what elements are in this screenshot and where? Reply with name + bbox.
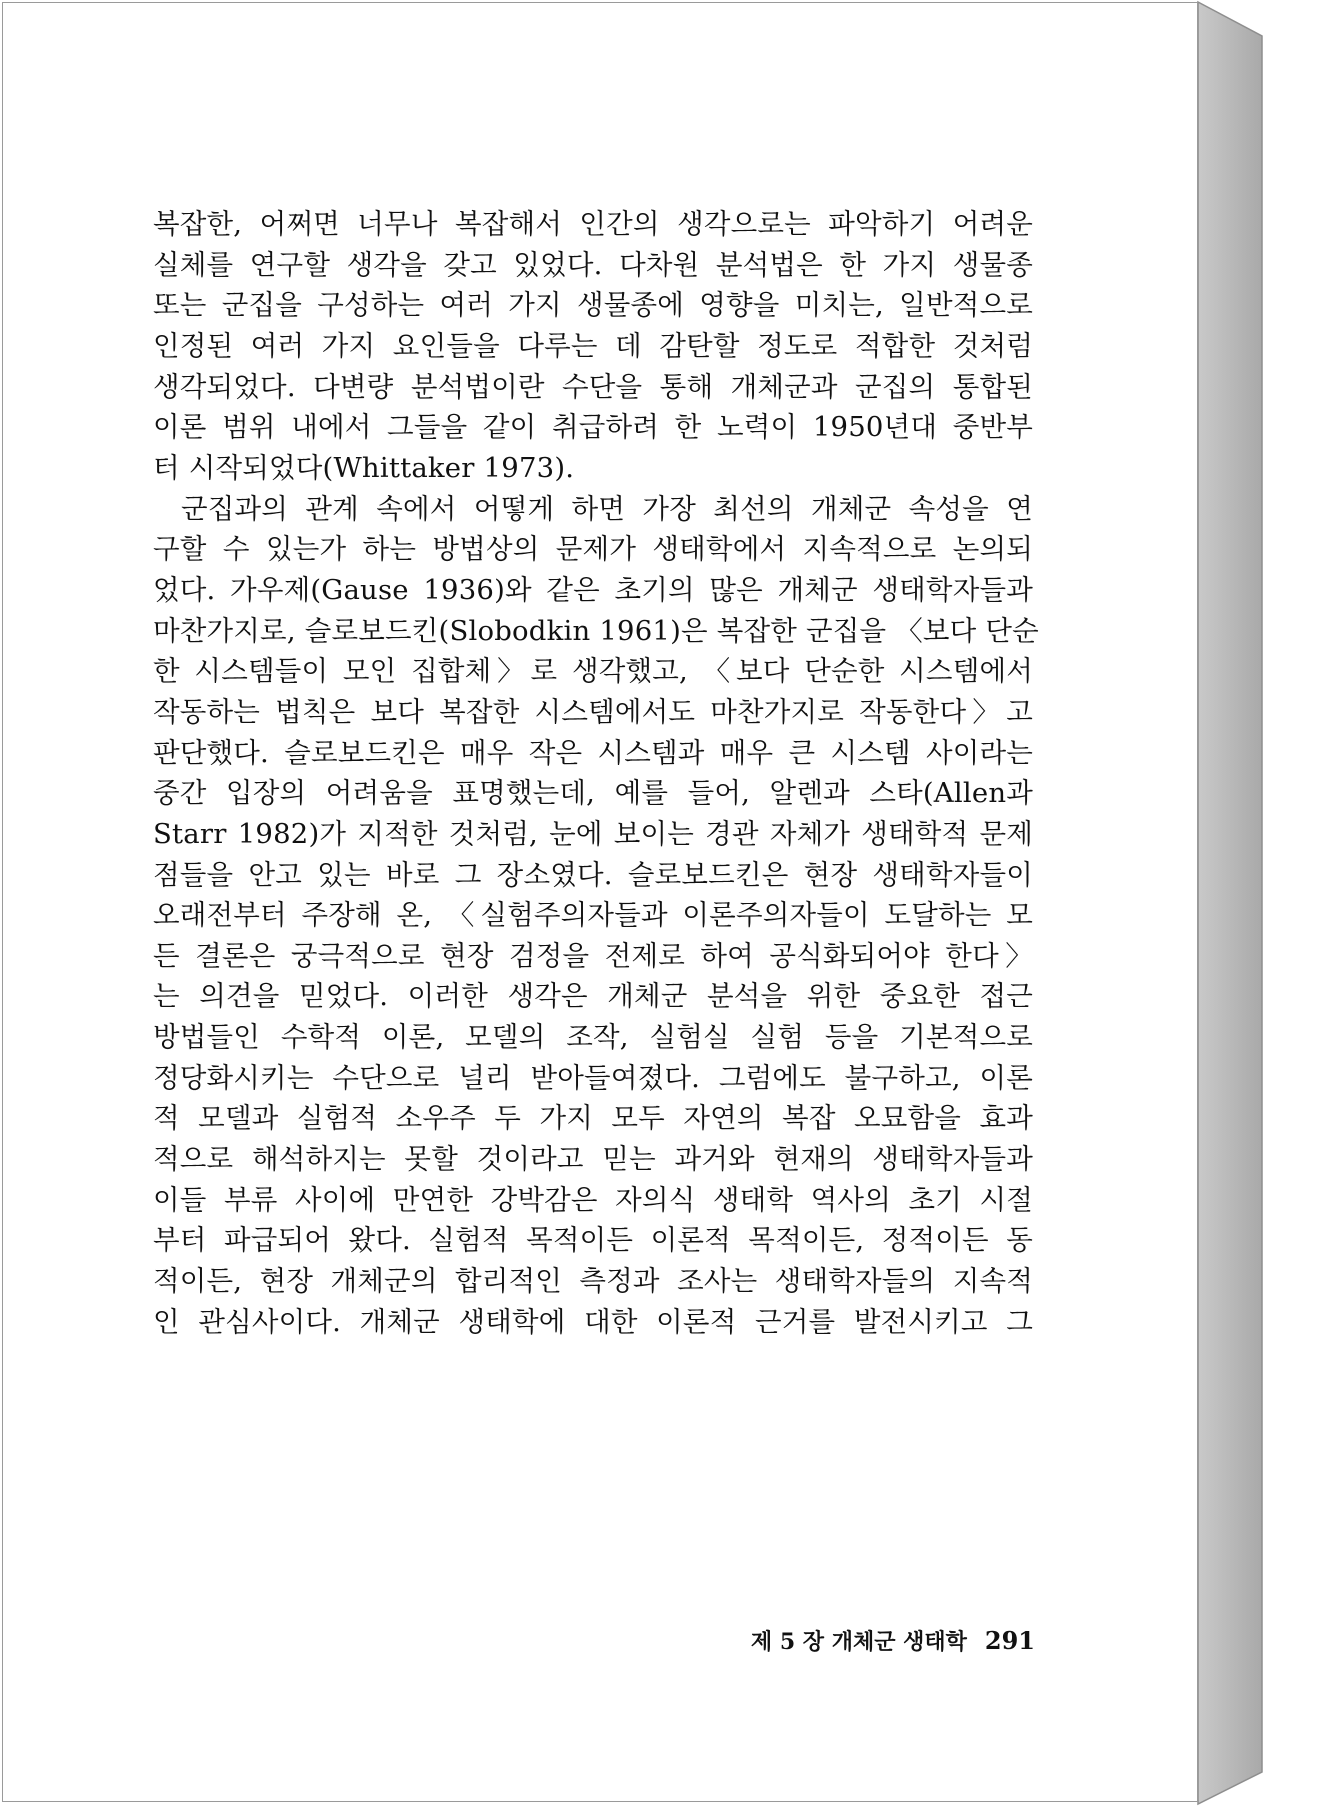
text-line: 인 관심사이다. 개체군 생태학에 대한 이론적 근거를 발전시키고 그	[153, 1305, 1033, 1338]
text-line: 오래전부터 주장해 온, 〈실험주의자들과 이론주의자들이 도달하는 모	[153, 899, 1033, 932]
paragraph-1	[153, 204, 1033, 489]
page-number: 291	[984, 1626, 1035, 1655]
paragraph-2	[153, 489, 1039, 1343]
text-line: 적이든, 현장 개체군의 합리적인 측정과 조사는 생태학자들의 지속적	[153, 1265, 1033, 1298]
text-line: 는 의견을 믿었다. 이러한 생각은 개체군 분석을 위한 중요한 접근	[153, 980, 1033, 1013]
text-line: 한 시스템들이 모인 집합체〉로 생각했고, 〈보다 단순한 시스템에서	[153, 655, 1033, 688]
text-line: 구할 수 있는가 하는 방법상의 문제가 생태학에서 지속적으로 논의되	[153, 533, 1033, 566]
text-line: 터 시작되었다(Whittaker 1973).	[153, 451, 575, 484]
text-line: 군집과의 관계 속에서 어떻게 하면 가장 최선의 개체군 속성을 연	[181, 492, 1033, 525]
page-footer	[690, 1625, 1035, 1656]
text-line: 든 결론은 궁극적으로 현장 검정을 전제로 하여 공식화되어야 한다〉	[153, 939, 1033, 972]
text-line: 복잡한, 어쩌면 너무나 복잡해서 인간의 생각으로는 파악하기 어려운	[153, 208, 1033, 240]
text-line: 실체를 연구할 생각을 갖고 있었다. 다차원 분석법은 한 가지 생물종	[153, 248, 1033, 281]
text-line: 또는 군집을 구성하는 여러 가지 생물종에 영향을 미치는, 일반적으로	[153, 289, 1033, 322]
text-line: Starr 1982)가 지적한 것처럼, 눈에 보이는 경관 자체가 생태학적 문제	[153, 817, 1033, 850]
text-line: 인정된 여러 가지 요인들을 다루는 데 감탄할 정도로 적합한 것처럼	[153, 329, 1033, 362]
text-line: 이론 범위 내에서 그들을 같이 취급하려 한 노력이 1950년대 중반부	[153, 411, 1033, 444]
text-line: 방법들인 수학적 이론, 모델의 조작, 실험실 실험 등을 기본적으로	[153, 1021, 1033, 1054]
text-line: 판단했다. 슬로보드킨은 매우 작은 시스템과 매우 큰 시스템 사이라는	[153, 736, 1033, 769]
chapter-title: 제 5 장 개체군 생태학	[750, 1629, 967, 1655]
text-line: 부터 파급되어 왔다. 실험적 목적이든 이론적 목적이든, 정적이든 동	[153, 1224, 1033, 1257]
text-line: 점들을 안고 있는 바로 그 장소였다. 슬로보드킨은 현장 생태학자들이	[153, 858, 1033, 891]
text-line: 적으로 해석하지는 못할 것이라고 믿는 과거와 현재의 생태학자들과	[153, 1143, 1033, 1176]
text-line: 작동하는 법칙은 보다 복잡한 시스템에서도 마찬가지로 작동한다〉고	[153, 695, 1033, 728]
body-text	[153, 204, 1039, 1342]
text-line: 중간 입장의 어려움을 표명했는데, 예를 들어, 알렌과 스타(Allen과	[153, 777, 1033, 810]
text-line: 정당화시키는 수단으로 널리 받아들여졌다. 그럼에도 불구하고, 이론	[153, 1061, 1033, 1094]
text-line: 었다. 가우제(Gause 1936)와 같은 초기의 많은 개체군 생태학자들과	[153, 573, 1033, 606]
text-line: 이들 부류 사이에 만연한 강박감은 자의식 생태학 역사의 초기 시절	[153, 1183, 1033, 1216]
text-line: 생각되었다. 다변량 분석법이란 수단을 통해 개체군과 군집의 통합된	[153, 370, 1033, 403]
text-line: 적 모델과 실험적 소우주 두 가지 모두 자연의 복잡 오묘함을 효과	[153, 1102, 1033, 1135]
text-line: 마찬가지로, 슬로보드킨(Slobodkin 1961)은 복잡한 군집을 〈보다 단순	[153, 614, 1039, 647]
